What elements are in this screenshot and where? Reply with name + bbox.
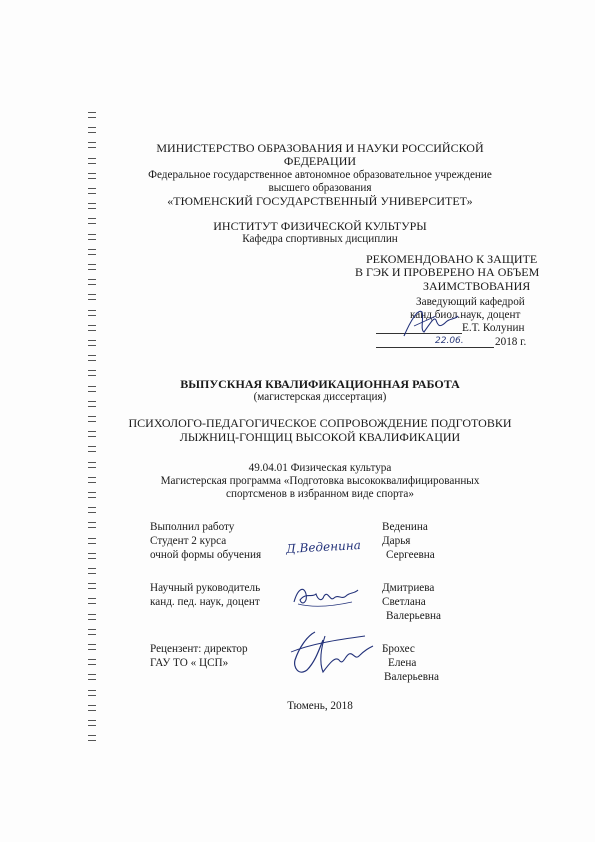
reviewer-label-1: Рецензент: директор xyxy=(150,643,248,655)
spiral-binding xyxy=(88,112,98,752)
binding-mark xyxy=(88,690,96,696)
work-subtype: (магистерская диссертация) xyxy=(253,391,387,403)
binding-mark xyxy=(88,249,96,255)
thesis-title-line-2: ЛЫЖНИЦ-ГОНЩИЦ ВЫСОКОЙ КВАЛИФИКАЦИИ xyxy=(179,430,461,444)
binding-mark xyxy=(88,112,96,118)
binding-mark xyxy=(88,583,96,589)
binding-mark xyxy=(88,598,96,604)
binding-mark xyxy=(88,659,96,665)
binding-mark xyxy=(88,553,96,559)
university-name: «ТЮМЕНСКИЙ ГОСУДАРСТВЕННЫЙ УНИВЕРСИТЕТ» xyxy=(167,194,473,208)
approval-line-2: В ГЭК И ПРОВЕРЕНО НА ОБЪЕМ xyxy=(355,265,540,279)
reviewer-surname: Брохес xyxy=(382,643,415,655)
supervisor-label-1: Научный руководитель xyxy=(150,582,261,594)
binding-mark xyxy=(88,492,96,498)
author-patronymic: Сергеевна xyxy=(386,549,435,561)
institution-line-1: Федеральное государственное автономное образовательное учреждение xyxy=(148,169,492,181)
binding-mark xyxy=(88,735,96,741)
department-name: Кафедра спортивных дисциплин xyxy=(242,233,398,245)
handwritten-date: 22.06. xyxy=(435,336,464,346)
reviewer-label-2: ГАУ ТО « ЦСП» xyxy=(150,657,229,669)
author-label-1: Выполнил работу xyxy=(150,521,235,533)
author-label-2: Студент 2 курса xyxy=(150,535,227,547)
binding-mark xyxy=(88,188,96,194)
author-signature: Д.Веденина xyxy=(285,538,362,556)
binding-mark xyxy=(88,674,96,680)
supervisor-patronymic: Валерьевна xyxy=(386,610,441,622)
reviewer-patronymic: Валерьевна xyxy=(384,671,439,683)
ministry-line-2: ФЕДЕРАЦИИ xyxy=(283,154,357,168)
binding-mark xyxy=(88,325,96,331)
binding-mark xyxy=(88,158,96,164)
binding-mark xyxy=(88,127,96,133)
binding-mark xyxy=(88,355,96,361)
head-name: Е.Т. Колунин xyxy=(462,322,525,334)
institute-name: ИНСТИТУТ ФИЗИЧЕСКОЙ КУЛЬТУРЫ xyxy=(213,219,427,233)
binding-mark xyxy=(88,477,96,483)
supervisor-signature xyxy=(290,582,360,617)
binding-mark xyxy=(88,218,96,224)
binding-mark xyxy=(88,203,96,209)
approval-year: 2018 г. xyxy=(495,336,527,348)
head-degree: канд.биол.наук, доцент xyxy=(410,309,521,321)
binding-mark xyxy=(88,279,96,285)
binding-mark xyxy=(88,507,96,513)
binding-mark xyxy=(88,462,96,468)
supervisor-surname: Дмитриева xyxy=(382,582,435,594)
binding-mark xyxy=(88,370,96,376)
program-line-2: спортсменов в избранном виде спорта» xyxy=(226,488,414,500)
ministry-line-1: МИНИСТЕРСТВО ОБРАЗОВАНИЯ И НАУКИ РОССИЙСКОЙ xyxy=(156,141,484,155)
binding-mark xyxy=(88,416,96,422)
binding-mark xyxy=(88,705,96,711)
binding-mark xyxy=(88,401,96,407)
city-year: Тюмень, 2018 xyxy=(287,700,353,712)
supervisor-name: Светлана xyxy=(382,596,426,608)
binding-mark xyxy=(88,720,96,726)
head-signature xyxy=(400,302,460,347)
binding-mark xyxy=(88,142,96,148)
supervisor-label-2: канд. пед. наук, доцент xyxy=(150,596,260,608)
binding-mark xyxy=(88,568,96,574)
specialty-code: 49.04.01 Физическая культура xyxy=(248,462,392,474)
binding-mark xyxy=(88,446,96,452)
approval-line-1: РЕКОМЕНДОВАНО К ЗАЩИТЕ xyxy=(366,252,538,266)
binding-mark xyxy=(88,522,96,528)
binding-mark xyxy=(88,614,96,620)
work-type: ВЫПУСКНАЯ КВАЛИФИКАЦИОННАЯ РАБОТА xyxy=(180,377,460,391)
reviewer-signature xyxy=(285,626,375,686)
program-line-1: Магистерская программа «Подготовка высококвалифицированных xyxy=(160,475,480,487)
binding-mark xyxy=(88,386,96,392)
institution-line-2: высшего образования xyxy=(268,182,372,194)
binding-mark xyxy=(88,234,96,240)
author-label-3: очной формы обучения xyxy=(150,549,262,561)
reviewer-name: Елена xyxy=(388,657,417,669)
binding-mark xyxy=(88,629,96,635)
binding-mark xyxy=(88,431,96,437)
binding-mark xyxy=(88,538,96,544)
head-title: Заведующий кафедрой xyxy=(416,296,525,308)
binding-mark xyxy=(88,310,96,316)
binding-mark xyxy=(88,294,96,300)
author-surname: Веденина xyxy=(382,521,428,533)
thesis-title-line-1: ПСИХОЛОГО-ПЕДАГОГИЧЕСКОЕ СОПРОВОЖДЕНИЕ ПОДГОТОВКИ xyxy=(128,416,512,430)
binding-mark xyxy=(88,644,96,650)
approval-line-3: ЗАИМСТВОВАНИЯ xyxy=(423,279,531,293)
binding-mark xyxy=(88,340,96,346)
binding-mark xyxy=(88,173,96,179)
binding-mark xyxy=(88,264,96,270)
author-name: Дарья xyxy=(382,535,411,547)
